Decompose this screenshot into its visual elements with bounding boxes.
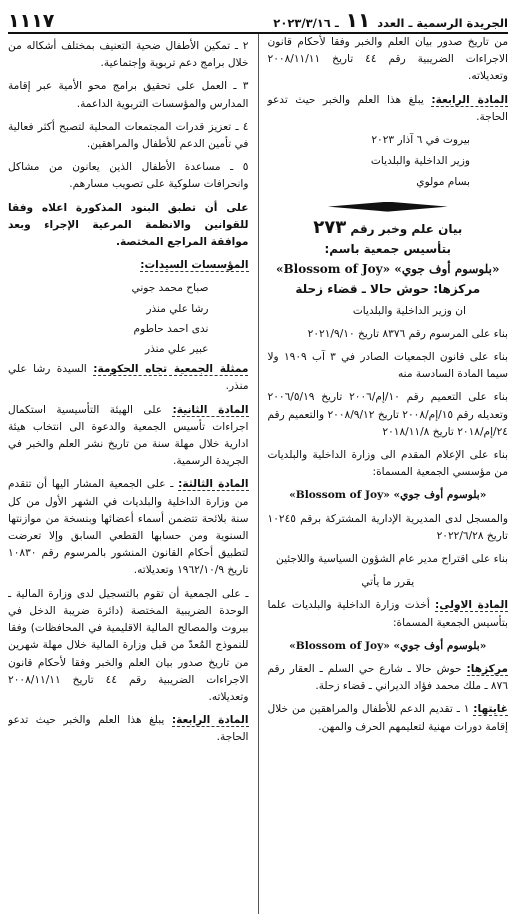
goal-5: ٥ ـ مساعدة الأطفال الذين يعانون من مشاكل وانحرافات سلوكية على تصويب مسارهم. <box>8 161 249 191</box>
circular-ref: بناء على التعميم رقم ١٠/إم/٢٠٠٦ تاريخ ٢٠٠٦/٥/١٩ وتعديله رقم ١٥/إم/٢٠٠٨ تاريخ ٢٠٠٨/٩/١٢ والتعميم رقم ٢٤/إم/٢٠١٨ تاريخ ٢٠١٨/١١/٨ <box>267 391 508 438</box>
article-4-prev: المادة الرابعة: يبلغ هذا العلم والخبر حيث تدعو الحاجة. <box>267 93 508 123</box>
minister-title: وزير الداخلية والبلديات <box>370 155 470 168</box>
founder-item: ندى احمد حاطوم <box>133 322 209 335</box>
minister-intro: ان وزير الداخلية والبلديات <box>352 304 466 317</box>
issue-date: ـ ٢٠٢٣/٣/١٦ <box>273 16 339 30</box>
notice-number: ٢٧٣ <box>313 216 347 238</box>
section-divider <box>268 202 509 212</box>
decree-ref: بناء على المرسوم رقم ٨٣٧٦ تاريخ ٢٠٢١/٩/١٠ <box>307 327 508 340</box>
gazette-name: الجريدة الرسمية ـ العدد <box>377 16 508 30</box>
issue-number: ١١ <box>345 8 371 32</box>
article-3-tax: ـ على الجمعية أن تقوم بالتسجيل لدى وزارة المالية ـ الوحدة الضريبية المختصة (دائرة ضريبة الدخل في بيروت والمصالح المالية الاقليمية في المحافظات) وفقا للنموذج المُعدّ من قبل وزارة المالية خلال مهلة شهرين من تاريخ صدور بيان العلم والخبر وفقا لأحكام قانون الاجراءات الضريبية رقم ٤٤ تاريخ ٢٠٠٨/١١/١١ وتعديلاته. <box>8 587 249 703</box>
goals: غايتها: ١ ـ تقديم الدعم للأطفال والمراهقين من خلال إقامة دورات مهنية لتعليمهم الحرف والمهن. <box>267 703 508 733</box>
minister-name: بسام مولوي <box>416 176 470 189</box>
association-name-2: «Blossom of Joy» «بلوسوم أوف جوي» <box>289 489 487 502</box>
notice-subtitle: بتأسيس جمعية باسم: <box>324 241 452 256</box>
place-date: بيروت في ٦ آذار ٢٠٢٣ <box>371 134 470 147</box>
association-hq: مركزها: حوش حالا ـ قضاء زحلة <box>295 281 481 296</box>
headquarters: مركزها: حوش حالا ـ شارع حي السلم ـ العقار رقم ٨٧٦ ـ ملك محمد فؤاد الديراني ـ قضاء زحلة. <box>267 663 508 693</box>
page-number: ١١١٧ <box>8 10 55 32</box>
founder-item: عبير علي منذر <box>144 343 209 356</box>
notice-ref: بناء على الإعلام المقدم الى وزارة الداخلية والبلديات من مؤسسي الجمعية المسماة: <box>267 449 508 479</box>
founder-item: رشا علي منذر <box>146 302 209 315</box>
registration-ref: والمسجل لدى المديرية الإدارية المشتركة برقم ١٠٢٤٥ تاريخ ٢٠٢٢/٦/٢٨ <box>267 512 508 542</box>
association-name: «Blossom of Joy» «بلوسوم أوف جوي» <box>276 261 500 276</box>
proposal-ref: بناء على اقتراح مدير عام الشؤون السياسية واللاجئين <box>276 553 508 566</box>
two-column-body <box>8 34 508 914</box>
goal-2: ٢ ـ تمكين الأطفال ضحية التعنيف بمختلف أشكاله من خلال برامج دعم تربوية وإجتماعية. <box>8 40 249 70</box>
article-3: المادة الثالثة: ـ على الجمعية المشار اليها أن تتقدم من وزارة الداخلية والبلديات في الشهر الأول من كل سنة بلائحة تتضمن أسماء أعضائها وبنسخة من موازنتها السنوية ومن حسابها القطعي السابق وإلا تعرضت لتطبيق أحكام القانون المنشور بالمرسوم رقم ١٠٨٣٠ تاريخ ١٩٦٢/١٠/٩ وتعديلاته. <box>8 478 249 577</box>
left-column <box>8 34 258 914</box>
founders-label: المؤسسات السيدات: <box>140 259 249 272</box>
right-column <box>258 34 509 914</box>
page-header <box>8 6 508 34</box>
decides-heading: يقرر ما يأتي <box>361 576 415 589</box>
condition-clause: على أن تطبق البنود المذكورة اعلاه وفقا للقوانين والانظمة المرعية الإجراء وبعد موافقة المراجع المختصة. <box>8 201 249 249</box>
notice-title: بيان علم وخبر رقم ٢٧٣ بتأسيس جمعية باسم: «Blossom of Joy» «بلوسوم أوف جوي» مركزها: حوش حالا ـ قضاء زحلة <box>268 218 509 299</box>
article-1: المادة الاولى: أخذت وزارة الداخلية والبلديات علما بتأسيس الجمعية المسماة: <box>267 599 508 629</box>
header-issue-info <box>273 8 508 32</box>
association-name-3: «Blossom of Joy» «بلوسوم أوف جوي» <box>289 639 487 652</box>
founder-item: صباح محمد جوني <box>131 282 209 295</box>
goal-3: ٣ ـ العمل على تحقيق برامج محو الأمية عبر إقامة المدارس والمؤسسات التربوية الداعمة. <box>8 80 249 110</box>
goal-4: ٤ ـ تعزيز قدرات المجتمعات المحلية لتصبح أكثر فعالية في تأمين الدعم للأطفال والمراهقين. <box>8 120 249 151</box>
representative: ممثلة الجمعية تجاه الحكومة: السيدة رشا علي منذر. <box>8 363 249 393</box>
tax-paragraph-end: من تاريخ صدور بيان العلم والخبر وفقا لأحكام قانون الاجراءات الضريبية رقم ٤٤ تاريخ ٢٠٠٨/١١/١١ وتعديلاته. <box>267 36 508 83</box>
article-4: المادة الرابعة: يبلغ هذا العلم والخبر حيث تدعو الحاجة. <box>8 714 249 744</box>
article-2: المادة الثانية: على الهيئة التأسيسية استكمال اجراءات تأسيس الجمعية والدعوة الى انتخاب هيئة ادارية خلال مهلة سنة من تاريخ نشر العلم والخبر في الجريدة الرسمية. <box>8 403 249 468</box>
law-ref: بناء على قانون الجمعيات الصادر في ٣ آب ١٩٠٩ ولا سيما المادة السادسة منه <box>267 351 508 381</box>
